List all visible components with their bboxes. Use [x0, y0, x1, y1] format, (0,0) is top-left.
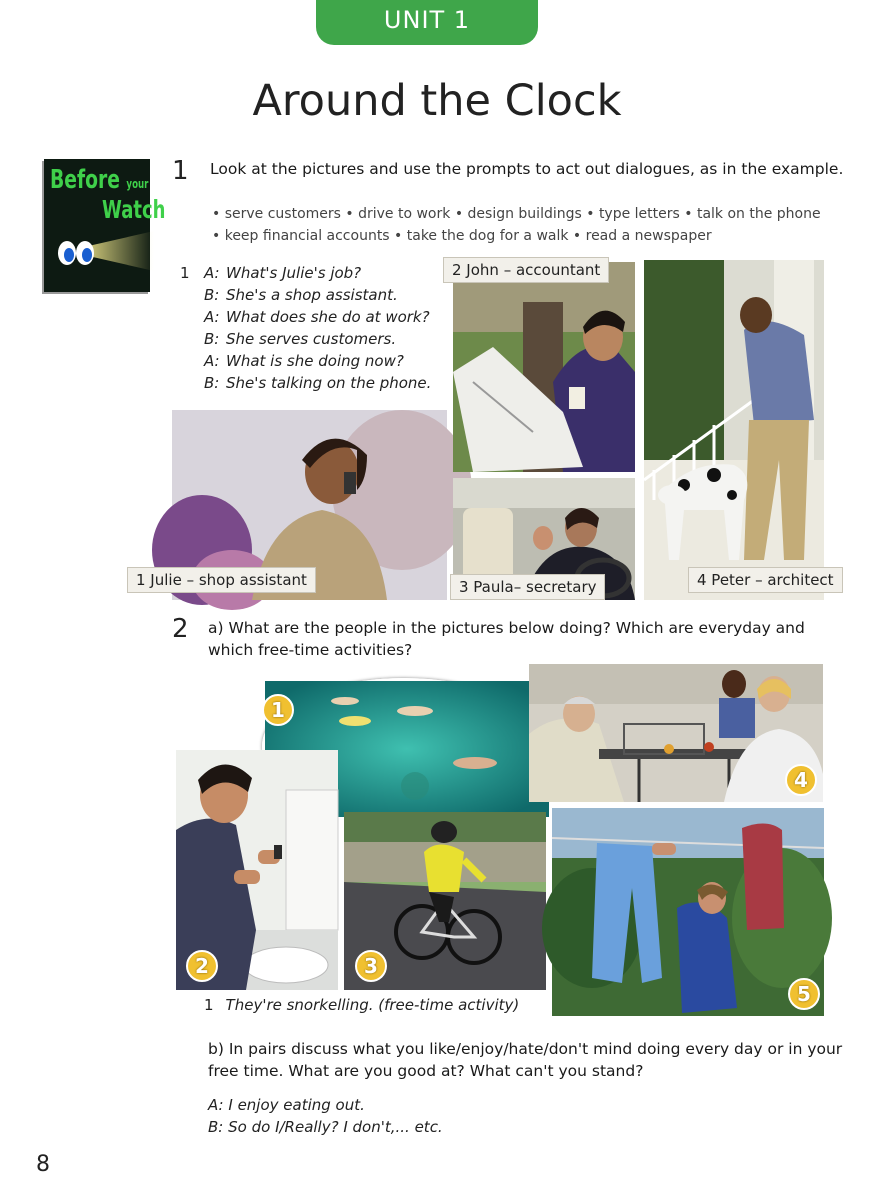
badge-4: 4: [785, 764, 817, 796]
page-title: Around the Clock: [252, 76, 622, 126]
exercise-2-part-b: [208, 1038, 842, 1082]
photo-washing: [552, 808, 824, 1016]
badge-1: 1: [262, 694, 294, 726]
part-b-line-1: b) In pairs discuss what you like/enjoy/hate/don't mind doing every day or in your: [208, 1040, 843, 1058]
prompts-line-2: • keep financial accounts • take the dog for a walk • read a newspaper: [212, 228, 712, 244]
badge-3: 3: [355, 950, 387, 982]
page-number: 8: [36, 1152, 50, 1177]
logo-line1: Before your: [50, 165, 149, 195]
dialogue-line: A: I enjoy eating out.: [208, 1096, 365, 1114]
part-a-line-1: a) What are the people in the pictures below doing? Which are everyday and: [208, 619, 805, 637]
exercise-2-part-a: [208, 617, 805, 661]
dialogue-line: A: What is she doing now?: [204, 352, 404, 370]
caption-paula: 3 Paula– secretary: [450, 574, 605, 600]
dialogue-line: B: She's a shop assistant.: [204, 286, 398, 304]
caption-peter: 4 Peter – architect: [688, 567, 843, 593]
dialogue-line: 1 A: What's Julie's job?: [180, 264, 362, 282]
photo-cafe: [529, 664, 823, 802]
prompt-list: [212, 203, 821, 247]
photo-john: [453, 262, 635, 472]
unit-tab: UNIT 1: [316, 0, 538, 45]
caption-julie: 1 Julie – shop assistant: [127, 567, 316, 593]
logo-line2: Watch: [102, 195, 166, 224]
badge-5: 5: [788, 978, 820, 1010]
part-a-line-2: which free-time activities?: [208, 641, 413, 659]
exercise-2-number: 2: [172, 614, 189, 644]
dialogue-line: A: What does she do at work?: [204, 308, 430, 326]
before-your-watch-logo: [44, 159, 166, 292]
photo-peter: [644, 260, 824, 600]
caption-john: 2 John – accountant: [443, 257, 609, 283]
dialogue-line: B: She's talking on the phone.: [204, 374, 432, 392]
exercise-1-number: 1: [172, 156, 189, 186]
part-b-dialogue: [208, 1094, 443, 1138]
part-b-line-2: free time. What are you good at? What can't you stand?: [208, 1062, 644, 1080]
example-answer: 1 They're snorkelling. (free-time activity): [204, 996, 520, 1014]
badge-2: 2: [186, 950, 218, 982]
exercise-1-instruction: Look at the pictures and use the prompts to act out dialogues, as in the example.: [210, 160, 844, 178]
dialogue-line: B: She serves customers.: [204, 330, 397, 348]
example-dialogue: [180, 262, 431, 394]
eyes-icon: [56, 237, 96, 267]
dialogue-line: B: So do I/Really? I don't,... etc.: [208, 1118, 443, 1136]
prompts-line-1: • serve customers • drive to work • design buildings • type letters • talk on the phone: [212, 206, 821, 222]
